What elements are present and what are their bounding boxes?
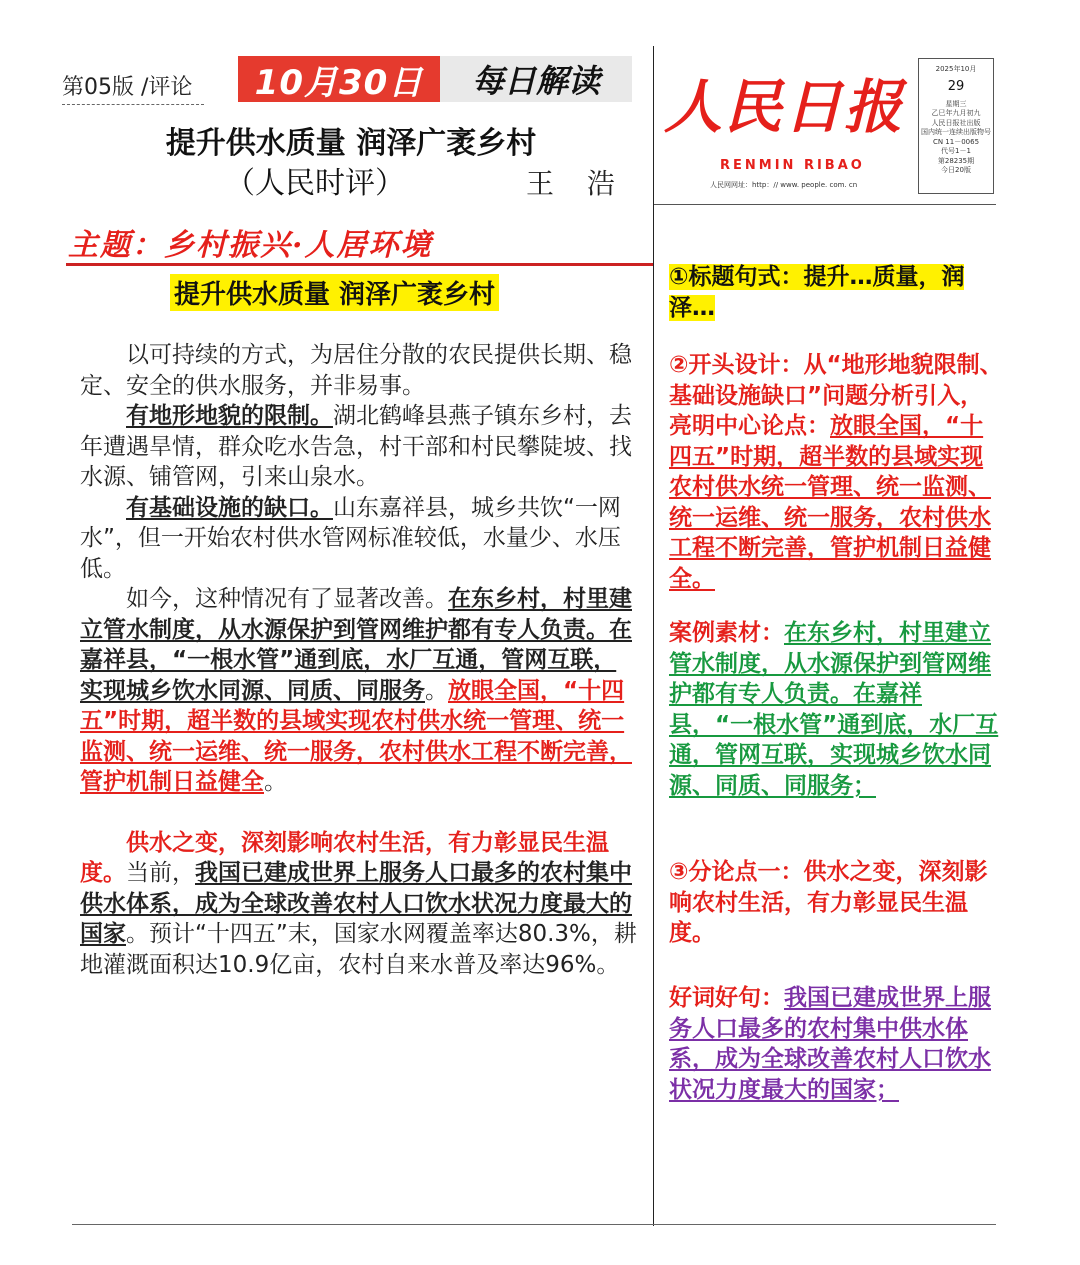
paragraph-gap [80,798,637,828]
article-title: 提升供水质量 润泽广袤乡村 [170,274,499,311]
date-banner: 10月30日 [238,56,440,102]
paragraph-2-text: 湖北鹤峰县燕子镇东乡村，去年遭遇旱情，群众吃水告急，村干部和村民攀陡坡、找水源、铺管网，引来山泉水。 [80,403,632,490]
masthead-logo: 人民日报 [663,73,904,141]
paragraph-4 [80,584,637,798]
thesis-text: 放眼全国，“十四五”时期，超半数的县域实现农村供水统一管理、统一监测、统一运维、统一服务，农村供水工程不断完善，管护机制日益健全 [80,677,632,795]
note-5-label: 好词好句： [669,985,784,1011]
datebox-lunar: 乙巳年九月初九 [931,109,981,118]
problem-2-lead: 有基础设施的缺口。 [126,494,333,521]
paragraph-2 [80,401,637,493]
daily-reading-banner: 每日解读 [440,56,632,102]
article-body [80,340,637,980]
issue-datebox [918,58,994,194]
masthead-romanization: RENMIN RIBAO [720,158,865,173]
note-3-text: 在东乡村，村里建立管水制度，从水源保护到管网维护都有专人负责。在嘉祥县，“一根水管”通到底，水厂互通，管网互联，实现城乡饮水同源、同质、同服务； [669,620,999,799]
datebox-issue-no: 第28235期 [937,156,975,165]
note-1-text: ①标题句式：提升…质量，润泽… [669,264,965,321]
note-sub-point-1 [669,857,1005,949]
datebox-day: 29 [947,79,965,95]
page-subtitle: （人民时评） [225,166,405,201]
problem-1-lead: 有地形地貌的限制。 [126,403,333,429]
good-phrase-text: 我国已建成世界上服务人口最多的农村集中供水体系，成为全球改善农村人口饮水状况力度最大的国家 [80,860,632,947]
newspaper-masthead [662,60,906,194]
topic-heading: 主题：乡村振兴·人居环境 [68,228,433,263]
note-2-intro: ②开头设计：从“地形地貌限制、基础设施缺口”问题分析引入，亮明中心论点： [669,352,1003,439]
column-divider [653,46,654,1226]
footer-rule [72,1224,996,1225]
paragraph-4-mid: 。 [425,677,448,704]
masthead-rule [654,204,996,205]
note-5-text: 我国已建成世界上服务人口最多的农村集中供水体系，成为全球改善农村人口饮水状况力度最大的国家； [669,985,991,1103]
note-title-pattern [669,262,1005,323]
paragraph-1: 以可持续的方式，为居住分散的农民提供长期、稳定、安全的供水服务，并非易事。 [80,342,632,399]
datebox-cn: CN 11－0065 [932,137,980,146]
paragraph-4-start: 如今，这种情况有了显著改善。 [126,586,448,612]
note-opening-design [669,350,1005,594]
sub-point-1-text: 供水之变，深刻影响农村生活，有力彰显民生温度。 [80,829,609,886]
paragraph-4-end: 。 [264,769,287,795]
paragraph-5-mid: 当前， [126,860,195,886]
paragraph-5-rest: 。预计“十四五”末，国家水网覆盖率达80.3%，耕地灌溉面积达10.9亿亩，农村自来水普及率达96%。 [80,921,637,978]
datebox-issue-code: 代号1－1 [941,147,971,156]
datebox-code-label: 国内统一连续出版物号 [921,128,991,137]
paragraph-5 [80,828,637,981]
page-title: 提升供水质量 润泽广袤乡村 [165,126,537,161]
note-good-phrases [669,983,1005,1105]
masthead-website: 人民网网址：http：// www. people. com. cn [710,181,858,189]
note-case-material [669,618,1005,801]
datebox-weekday: 星期三 [945,99,967,108]
author-name: 王 浩 [526,167,627,200]
case-material-text: 在东乡村，村里建立管水制度，从水源保护到管网维护都有专人负责。在嘉祥县，“一根水管”通到底，水厂互通，管网互联，实现城乡饮水同源、同质、同服务 [80,586,632,704]
topic-rule [66,263,653,266]
edition-label: 第05版 /评论 [62,75,193,100]
edition-underline [62,104,204,105]
datebox-year-month: 2025年10月 [935,65,977,73]
datebox-pages: 今日20版 [941,166,971,175]
paragraph-3 [80,493,637,585]
note-4-text: ③分论点一：供水之变，深刻影响农村生活，有力彰显民生温度。 [669,859,988,946]
paragraph-3-text: 山东嘉祥县，城乡共饮“一网水”，但一开始农村供水管网标准较低，水量少、水压低。 [80,494,621,582]
datebox-publisher: 人民日报社出版 [931,118,981,127]
note-2-thesis: 放眼全国，“十四五”时期，超半数的县域实现农村供水统一管理、统一监测、统一运维、统一服务，农村供水工程不断完善，管护机制日益健全。 [669,413,991,592]
note-3-label: 案例素材： [669,620,784,646]
